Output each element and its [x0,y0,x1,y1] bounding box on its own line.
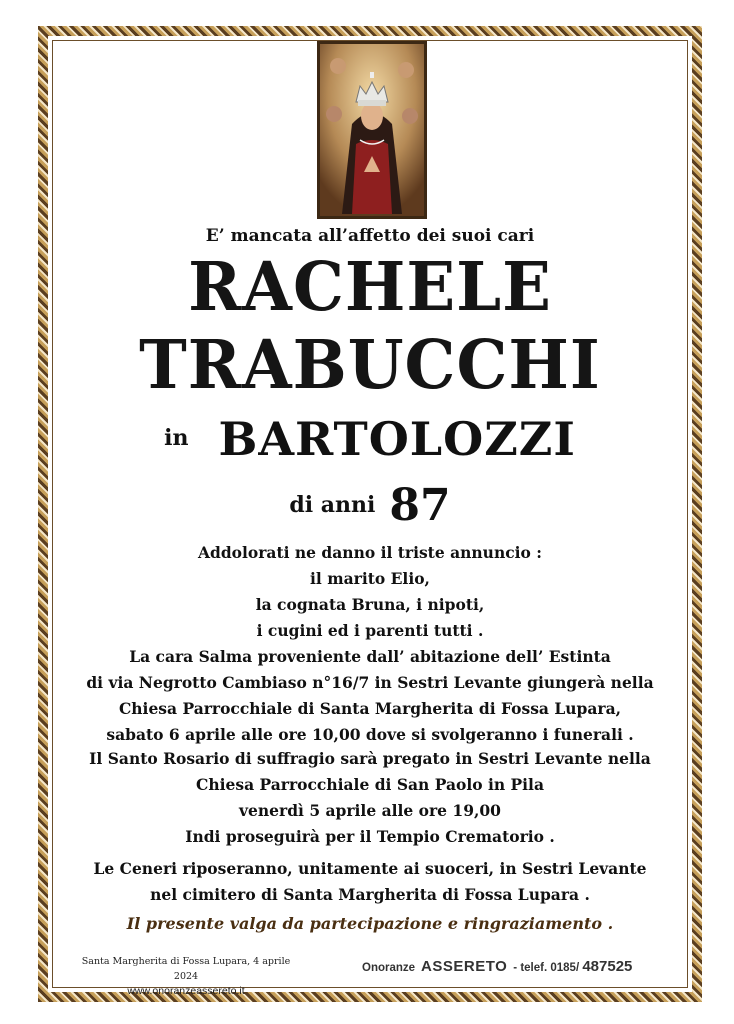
crematorium-line: Indi proseguirà per il Tempio Crematorio . [185,827,555,846]
age-line [52,480,688,531]
rosary-block [52,746,688,824]
deceased-last-name: TRABUCCHI [139,326,601,405]
age-label: di anni [289,492,376,518]
married-prefix: in [164,425,189,451]
agency-name: ASSERETO [421,958,508,975]
website-link[interactable]: www.onoranzeassereto.it [127,985,245,997]
rosary-line: venerdì 5 aprile alle ore 19,00 [239,801,501,820]
intro-line: E’ mancata all’affetto dei suoi cari [205,226,535,246]
funeral-line: Chiesa Parrocchiale di Santa Margherita di Fossa Lupara, [118,699,622,718]
ashes-line: Le Ceneri riposeranno, unitamente ai suoceri, in Sestri Levante [93,859,647,878]
deceased-first-name: RACHELE [188,248,552,327]
rosary-line: Chiesa Parrocchiale di San Paolo in Pila [196,775,544,794]
age-value: 87 [389,480,451,531]
funeral-line: di via Negrotto Cambiaso n°16/7 in Sestri Levante giungerà nella [86,673,654,692]
place-date: Santa Margherita di Fossa Lupara, 4 aprile 2024 [81,956,291,982]
closing-line: Il presente valga da partecipazione e ringraziamento . [126,914,614,933]
ashes-line: nel cimitero di Santa Margherita di Fossa Lupara . [150,885,590,904]
funeral-line: sabato 6 aprile alle ore 10,00 dove si svolgeranno i funerali . [106,725,634,744]
footer-left [76,954,296,999]
footer-agency [362,958,632,975]
announcement-line: la cognata Bruna, i nipoti, [255,595,485,614]
announcement-block [52,540,688,644]
married-name-line [52,412,688,466]
announcement-line: i cugini ed i parenti tutti . [256,621,484,640]
phone-label: - telef. 0185/ [513,962,580,974]
announcement-line: il marito Elio, [310,569,430,588]
madonna-icon [317,41,427,219]
funeral-line: La cara Salma proveniente dall’ abitazione dell’ Estinta [129,647,611,666]
ashes-block [52,856,688,908]
phone-number: 487525 [582,958,633,975]
agency-prefix: Onoranze [362,962,416,974]
married-name: BARTOLOZZI [218,412,576,466]
funeral-block [52,644,688,748]
rosary-line: Il Santo Rosario di suffragio sarà pregato in Sestri Levante nella [89,749,651,768]
announcement-line: Addolorati ne danno il triste annuncio : [197,543,543,562]
